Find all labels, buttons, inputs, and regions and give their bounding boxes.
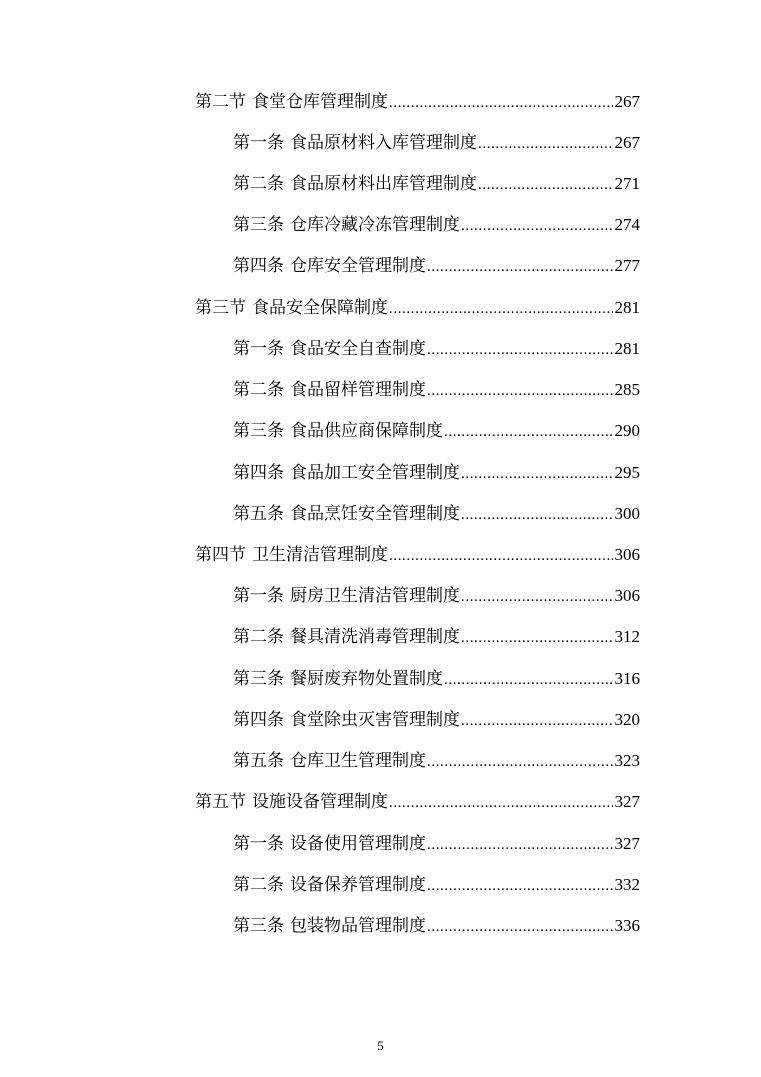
- toc-entry-page: 281: [614, 339, 640, 358]
- toc-entry-number: 第一条: [233, 586, 284, 606]
- toc-entry-number: 第二条: [233, 875, 284, 895]
- toc-entry-title: 食品安全自查制度: [290, 339, 426, 359]
- toc-entry-title: 食品烹饪安全管理制度: [290, 504, 460, 524]
- toc-entry-number: 第二条: [233, 174, 284, 194]
- toc-entry-section[interactable]: [195, 542, 640, 568]
- toc-entry-page: 312: [614, 627, 640, 646]
- toc-entry-page: 277: [614, 256, 640, 275]
- toc-entry-section[interactable]: [195, 89, 640, 115]
- toc-entry-number: 第二节: [195, 92, 246, 112]
- toc-entry-number: 第四条: [233, 256, 284, 276]
- toc-entry-title: 仓库冷藏冷冻管理制度: [290, 215, 460, 235]
- toc-entry-article[interactable]: [233, 707, 640, 733]
- toc-entry-article[interactable]: [233, 831, 640, 857]
- toc-dot-leader: [427, 254, 613, 280]
- toc-dot-leader: [389, 296, 613, 322]
- toc-entry-title: 包装物品管理制度: [290, 916, 426, 936]
- toc-entry-title: 食堂除虫灭害管理制度: [290, 710, 460, 730]
- toc-dot-leader: [461, 708, 613, 734]
- toc-entry-title: 设备保养管理制度: [290, 875, 426, 895]
- toc-dot-leader: [478, 172, 613, 198]
- toc-entry-page: 327: [614, 834, 640, 853]
- toc-entry-title: 餐具清洗消毒管理制度: [290, 627, 460, 647]
- toc-dot-leader: [389, 543, 613, 569]
- toc-dot-leader: [427, 914, 613, 940]
- toc-entry-title: 食品安全保障制度: [252, 298, 388, 318]
- toc-entry-page: 327: [614, 792, 640, 811]
- page-number: 5: [377, 1038, 384, 1053]
- toc-entry-page: 306: [614, 545, 640, 564]
- toc-dot-leader: [461, 625, 613, 651]
- toc-entry-article[interactable]: [233, 501, 640, 527]
- toc-dot-leader: [478, 131, 613, 157]
- toc-entry-title: 仓库安全管理制度: [290, 256, 426, 276]
- toc-entry-article[interactable]: [233, 583, 640, 609]
- toc-entry-number: 第一条: [233, 339, 284, 359]
- toc-entry-title: 厨房卫生清洁管理制度: [290, 586, 460, 606]
- toc-entry-page: 295: [614, 463, 640, 482]
- toc-entry-section[interactable]: [195, 295, 640, 321]
- toc-entry-number: 第三条: [233, 916, 284, 936]
- toc-entry-page: 281: [614, 298, 640, 317]
- toc-entry-title: 食品原材料入库管理制度: [290, 133, 477, 153]
- toc-entry-number: 第一条: [233, 834, 284, 854]
- toc-entry-title: 食品供应商保障制度: [290, 421, 443, 441]
- toc-entry-article[interactable]: [233, 666, 640, 692]
- toc-entry-page: 274: [614, 215, 640, 234]
- toc-entry-page: 336: [614, 916, 640, 935]
- toc-entry-number: 第二条: [233, 380, 284, 400]
- toc-entry-page: 267: [614, 133, 640, 152]
- toc-entry-page: 290: [614, 421, 640, 440]
- toc-dot-leader: [427, 337, 613, 363]
- toc-entry-article[interactable]: [233, 253, 640, 279]
- toc-entry-title: 食品加工安全管理制度: [290, 463, 460, 483]
- toc-entry-title: 卫生清洁管理制度: [252, 545, 388, 565]
- toc-entry-title: 设施设备管理制度: [252, 792, 388, 812]
- toc-entry-page: 271: [614, 174, 640, 193]
- toc-entry-article[interactable]: [233, 130, 640, 156]
- toc-dot-leader: [461, 584, 613, 610]
- toc-entry-page: 285: [614, 380, 640, 399]
- toc-entry-page: 267: [614, 92, 640, 111]
- toc-entry-title: 食品原材料出库管理制度: [290, 174, 477, 194]
- toc-entry-number: 第一条: [233, 133, 284, 153]
- toc-entry-title: 餐厨废弃物处置制度: [290, 669, 443, 689]
- toc-entry-title: 食堂仓库管理制度: [252, 92, 388, 112]
- toc-dot-leader: [389, 90, 613, 116]
- toc-entry-article[interactable]: [233, 336, 640, 362]
- toc-dot-leader: [461, 213, 613, 239]
- toc-entry-article[interactable]: [233, 377, 640, 403]
- toc-entry-page: 320: [614, 710, 640, 729]
- toc-entry-article[interactable]: [233, 872, 640, 898]
- toc-entry-article[interactable]: [233, 418, 640, 444]
- toc-entry-title: 设备使用管理制度: [290, 834, 426, 854]
- toc-entry-section[interactable]: [195, 789, 640, 815]
- toc-dot-leader: [389, 790, 613, 816]
- toc-entry-number: 第三条: [233, 669, 284, 689]
- toc-dot-leader: [444, 419, 613, 445]
- toc-dot-leader: [427, 832, 613, 858]
- toc-dot-leader: [444, 667, 613, 693]
- toc-entry-page: 316: [614, 669, 640, 688]
- toc-entry-number: 第四节: [195, 545, 246, 565]
- toc-entry-number: 第三节: [195, 298, 246, 318]
- toc-entry-article[interactable]: [233, 460, 640, 486]
- toc-entry-number: 第五节: [195, 792, 246, 812]
- toc-entry-page: 300: [614, 504, 640, 523]
- toc-entry-number: 第二条: [233, 627, 284, 647]
- toc-entry-number: 第五条: [233, 504, 284, 524]
- toc-entry-article[interactable]: [233, 624, 640, 650]
- toc-entry-article[interactable]: [233, 913, 640, 939]
- toc-entry-number: 第五条: [233, 751, 284, 771]
- toc-entry-number: 第四条: [233, 463, 284, 483]
- toc-entry-title: 仓库卫生管理制度: [290, 751, 426, 771]
- toc-dot-leader: [427, 378, 613, 404]
- toc-entry-article[interactable]: [233, 212, 640, 238]
- toc-dot-leader: [461, 461, 613, 487]
- toc-entry-page: 323: [614, 751, 640, 770]
- toc-entry-article[interactable]: [233, 171, 640, 197]
- toc-entry-article[interactable]: [233, 748, 640, 774]
- toc-entry-number: 第三条: [233, 421, 284, 441]
- toc-dot-leader: [427, 873, 613, 899]
- toc-entry-page: 332: [614, 875, 640, 894]
- toc-dot-leader: [427, 749, 613, 775]
- toc-entry-number: 第四条: [233, 710, 284, 730]
- toc-entry-page: 306: [614, 586, 640, 605]
- toc-entry-title: 食品留样管理制度: [290, 380, 426, 400]
- toc-dot-leader: [461, 502, 613, 528]
- toc-entry-number: 第三条: [233, 215, 284, 235]
